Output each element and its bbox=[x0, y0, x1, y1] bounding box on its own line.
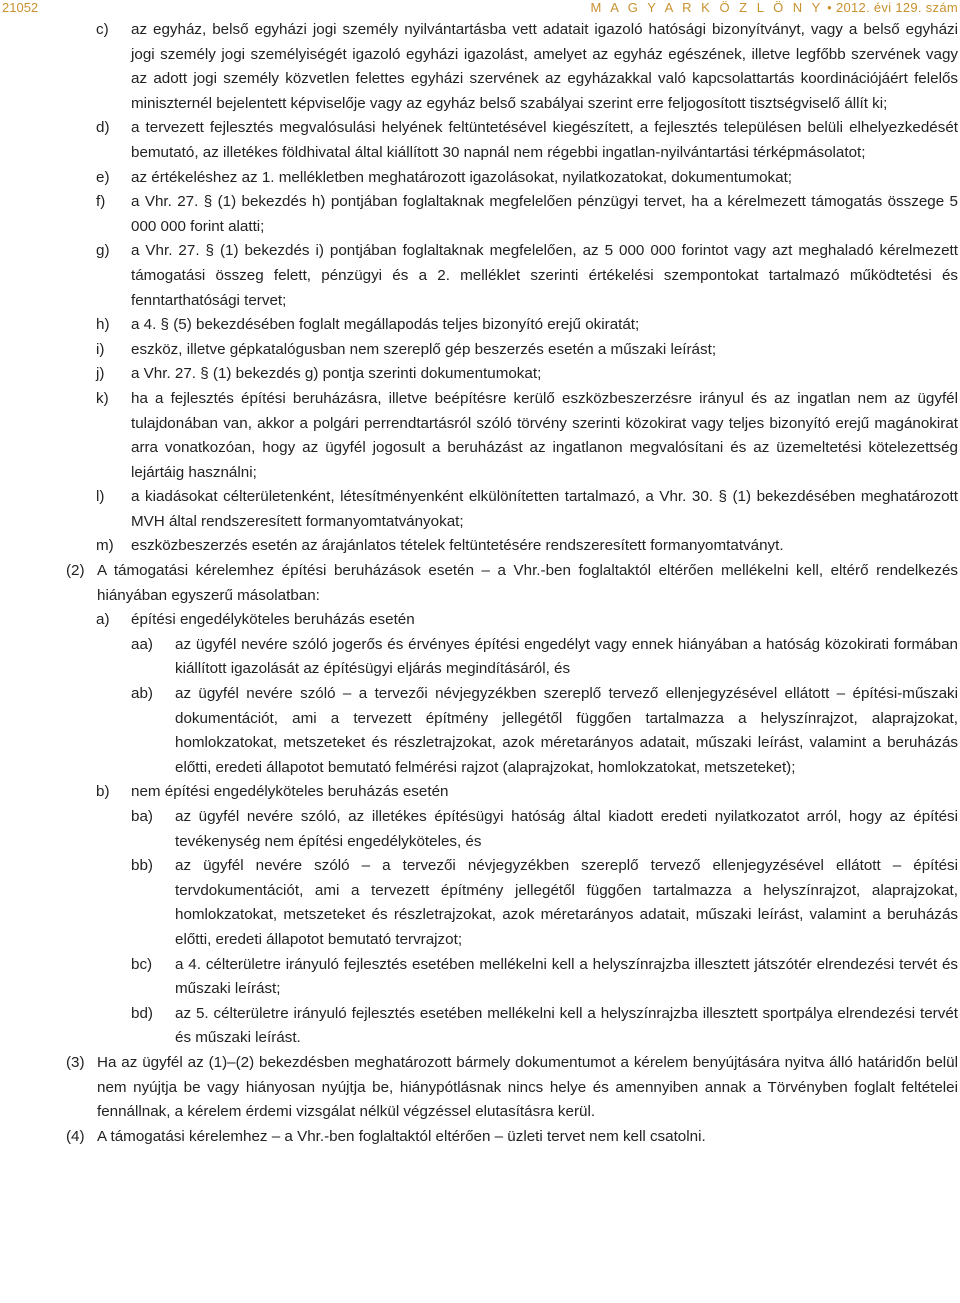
item-label: ab) bbox=[131, 685, 153, 703]
item-label: k) bbox=[96, 389, 109, 407]
paragraph-label: (2) bbox=[66, 562, 85, 580]
item-label: l) bbox=[96, 488, 105, 506]
item-label: e) bbox=[96, 168, 110, 186]
item-text: a Vhr. 27. § (1) bekezdés h) pontjában foglaltaknak megfelelően pénzügyi tervet, ha a kérelmezett támogatás összege 5 000 000 forint alatti; bbox=[131, 193, 958, 235]
document-body bbox=[0, 18, 960, 1149]
list-item-ab bbox=[0, 682, 960, 780]
item-label: c) bbox=[96, 21, 109, 38]
list-item-g bbox=[0, 239, 960, 313]
item-text: eszközbeszerzés esetén az árajánlatos tételek feltüntetésére rendszeresített formanyomtatványt. bbox=[131, 537, 784, 555]
item-label: g) bbox=[96, 242, 110, 260]
item-label: bb) bbox=[131, 857, 153, 875]
item-label: aa) bbox=[131, 635, 153, 653]
journal-title: M A G Y A R K Ö Z L Ö N Y bbox=[590, 0, 824, 15]
list-item-bb bbox=[0, 854, 960, 952]
running-title bbox=[590, 0, 958, 16]
item-label: d) bbox=[96, 119, 110, 137]
list-item-e bbox=[0, 166, 960, 191]
paragraph-text: A támogatási kérelemhez – a Vhr.-ben foglaltaktól eltérően – üzleti tervet nem kell csatolni. bbox=[97, 1127, 706, 1145]
list-item-bd bbox=[0, 1002, 960, 1051]
item-label: bc) bbox=[131, 955, 153, 973]
item-text: a Vhr. 27. § (1) bekezdés i) pontjában foglaltaknak megfelelően, az 5 000 000 forintot vagy azt meghaladó kérelmezett támogatási összeg felett, pénzügyi és a 2. melléklet szerinti értékelési szempontokat tartalmazó működtetési és fenntarthatósági tervet; bbox=[131, 242, 958, 309]
list-item-i bbox=[0, 338, 960, 363]
paragraph-3 bbox=[0, 1051, 960, 1125]
item-label: f) bbox=[96, 193, 106, 211]
issue-number: 2012. évi 129. szám bbox=[835, 0, 958, 15]
item-text: az ügyfél nevére szóló, az illetékes építésügyi hatóság által kiadott eredeti nyilatkozatot arról, hogy az építési tevékenység nem építési engedélyköteles, és bbox=[175, 808, 958, 850]
item-text: a tervezett fejlesztés megvalósulási helyének feltüntetésével kiegészített, a fejlesztés településen belüli elhelyezkedését bemutató, az illetékes földhivatal által kiállított 30 napnál nem régebbi ingatlan-nyilvántartási térképmásolatot; bbox=[131, 119, 958, 161]
list-item-h bbox=[0, 313, 960, 338]
list-item-l bbox=[0, 485, 960, 534]
item-text: a 4. célterületre irányuló fejlesztés esetében mellékelni kell a helyszínrajzba illesztett játszótér elrendezési tervét és műszaki leírást; bbox=[175, 955, 958, 998]
item-text: ha a fejlesztés építési beruházásra, illetve beépítésre kerülő eszközbeszerzésre irányul és az ingatlan nem az ügyfél tulajdonában van, akkor a polgári perrendtartásról szóló törvény szerinti közokirat vagy teljes bizonyító erejű magánokirat arra vonatkozóan, hogy az ügyfél jogosult a beruházást az ingatlanon megvalósítani és az üzemeltetési kötelezettség lejártáig használni; bbox=[131, 389, 958, 481]
paragraph-label: (3) bbox=[66, 1053, 85, 1071]
item-text: nem építési engedélyköteles beruházás esetén bbox=[131, 783, 449, 801]
item-label: a) bbox=[96, 611, 110, 629]
item-text: a Vhr. 27. § (1) bekezdés g) pontja szerinti dokumentumokat; bbox=[131, 365, 542, 383]
list-item-c bbox=[0, 18, 960, 116]
list-item-d bbox=[0, 116, 960, 165]
item-label: i) bbox=[96, 340, 105, 358]
item-text: eszköz, illetve gépkatalógusban nem szereplő gép beszerzés esetén a műszaki leírást; bbox=[131, 340, 717, 358]
item-text: építési engedélyköteles beruházás esetén bbox=[131, 611, 415, 629]
item-text: az értékeléshez az 1. mellékletben meghatározott igazolásokat, nyilatkozatokat, dokumentumokat; bbox=[131, 168, 793, 186]
item-text: az egyház, belső egyházi jogi személy nyilvántartásba vett adatait igazoló hatósági bizonyítványt, vagy a belső egyházi jogi személy jogi személyiségét igazoló egyházi igazolást, amelyet az egyház egészének, illetve legfőbb szervének vagy az adott jogi személy közvetlen felettes egyházi szervének az egyházakkal való kapcsolattartás koordinációjáért felelős miniszternél bejelentett képviselője vagy az egyház belső szabályai szerint erre feljogosított tisztségviselő állít ki; bbox=[131, 21, 958, 112]
item-label: bd) bbox=[131, 1004, 153, 1022]
paragraph-text-first-line: Ha az ügyfél az (1)–(2) bekezdésben meghatározott bármely dokumentumot a kérelem benyújtására nyitva álló bbox=[97, 1053, 853, 1071]
list-item-bc bbox=[0, 953, 960, 1002]
paragraph-2 bbox=[0, 559, 960, 608]
item-text: az ügyfél nevére szóló – a tervezői névjegyzékben szereplő tervező ellenjegyzésével ellátott – építési tervdokumentációt, ami a tervezett építmény jellegétől függően tartalmazza a helyszínrajzot, alaprajzokat, homlokzatokat, metszeteket és részletrajzokat, azok méretarányos adatait, műszaki leírást, valamint a beruházás előtti, eredeti állapotot bemutató tervrajzot; bbox=[175, 857, 958, 948]
paragraph-4 bbox=[0, 1125, 960, 1150]
item-label: m) bbox=[96, 537, 114, 555]
paragraph-label: (4) bbox=[66, 1127, 85, 1145]
list-item-j bbox=[0, 362, 960, 387]
list-item-f bbox=[0, 190, 960, 239]
bullet-separator: • bbox=[827, 0, 833, 15]
item-text: a 4. § (5) bekezdésében foglalt megállapodás teljes bizonyító erejű okiratát; bbox=[131, 316, 640, 334]
item-label: b) bbox=[96, 783, 110, 801]
list-item-ba bbox=[0, 805, 960, 854]
item-text: az ügyfél nevére szóló jogerős és érvényes építési engedélyt vagy ennek hiányában a hatóság közokirati formában kiállított igazolását az építésügyi eljárás megindításáról, és bbox=[175, 635, 958, 678]
item-text: az ügyfél nevére szóló – a tervezői névjegyzékben szereplő tervező ellenjegyzésével ellátott – építési-műszaki dokumentációt, ami a tervezett építmény jellegétől függően tartalmazza a helyszínrajzot, alaprajzokat, homlokzatokat, metszeteket és részletrajzokat, azok méretarányos adatait, műszaki leírást, valamint a beruházás előtti, eredeti állapotot bemutató felmérési rajzot (alaprajzokat, homlokzatokat, metszeteket); bbox=[175, 685, 958, 776]
paragraph-text-rest: határidőn belül nem nyújtja be vagy hiányosan nyújtja be, hiánypótlásnak nincs helye és amennyiben annak a Törvényben foglalt feltételei fennállnak, a kérelem érdemi vizsgálat nélkül végzéssel elutasításra kerül. bbox=[97, 1053, 958, 1121]
item-text: a kiadásokat célterületenként, létesítményenként elkülönítetten tartalmazó, a Vhr. 30. § (1) bekezdésében meghatározott MVH által rendszeresített formanyomtatványokat; bbox=[131, 488, 958, 530]
list-item-k bbox=[0, 387, 960, 485]
page-number: 21052 bbox=[2, 0, 39, 15]
item-label: j) bbox=[96, 365, 105, 383]
list-item-a bbox=[0, 608, 960, 633]
item-text: az 5. célterületre irányuló fejlesztés esetében mellékelni kell a helyszínrajzba illesztett sportpálya elrendezési tervét és műszaki leírást. bbox=[175, 1004, 958, 1047]
list-item-m bbox=[0, 534, 960, 559]
list-item-b bbox=[0, 780, 960, 805]
item-label: ba) bbox=[131, 808, 153, 825]
item-label: h) bbox=[96, 316, 110, 334]
list-item-aa bbox=[0, 633, 960, 682]
paragraph-text: A támogatási kérelemhez építési beruházások esetén – a Vhr.-ben foglaltaktól eltérően mellékelni kell, eltérő rendelkezés hiányában egyszerű másolatban: bbox=[97, 562, 958, 604]
